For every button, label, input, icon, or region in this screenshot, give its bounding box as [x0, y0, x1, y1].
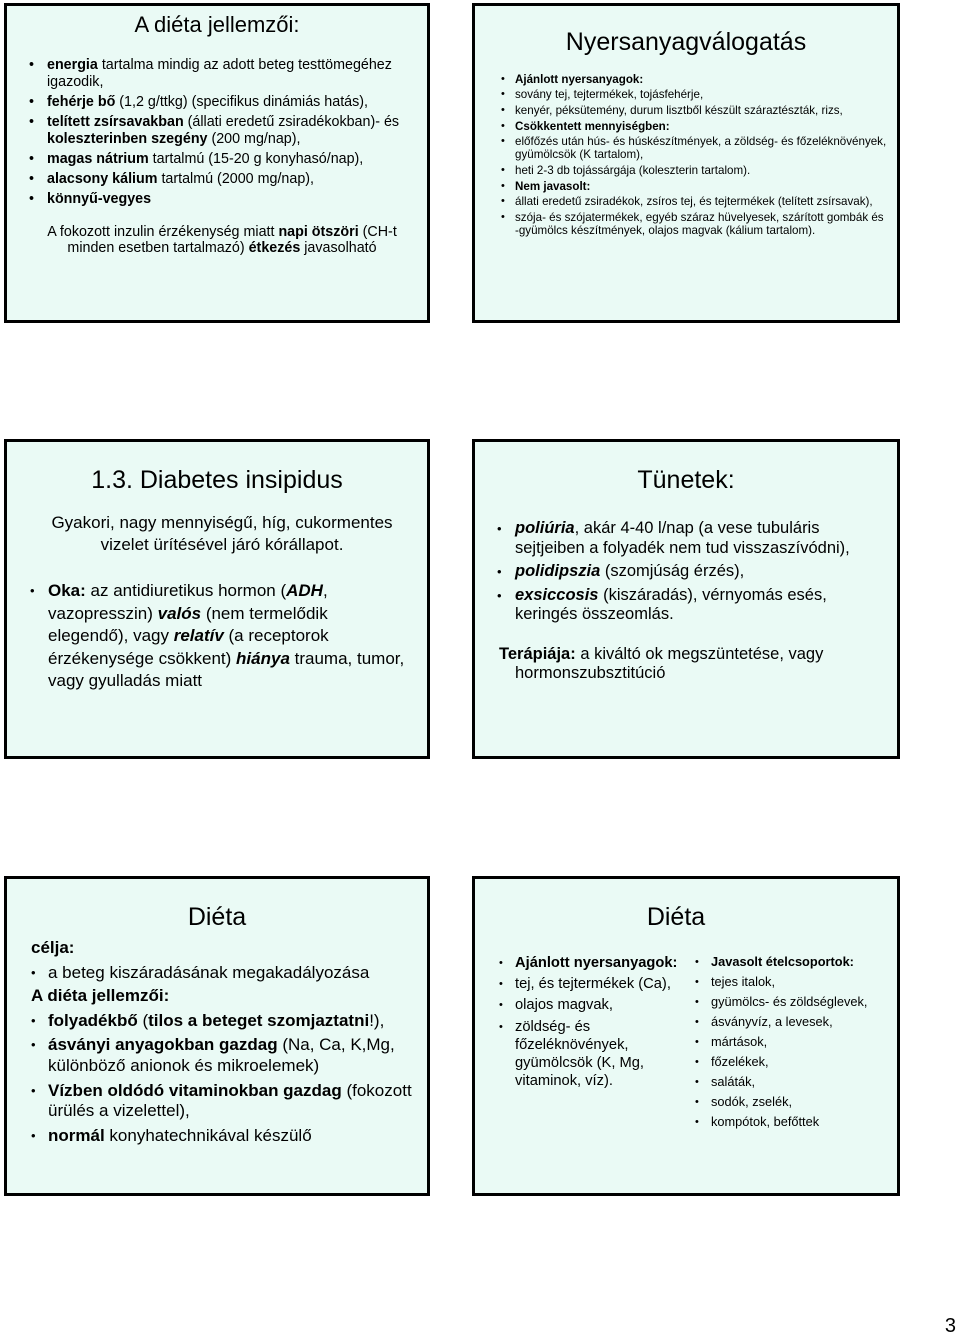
diet-goal-body [31, 938, 415, 1146]
slide-title: Tünetek: [637, 466, 735, 494]
list-heading: • Ajánlott nyersanyagok: [515, 73, 887, 86]
slide-title: Diéta [646, 903, 706, 931]
cause-list [48, 580, 407, 693]
list-item: • saláták, [711, 1074, 896, 1090]
slide-title: 1.3. Diabetes insipidus [91, 466, 343, 494]
meal-note: A fokozott inzulin érzékenység miatt napi ötszöri (CH-t minden esetben tartalmazó) étkezés javasolható [47, 224, 397, 256]
slide-diet-goal [4, 876, 430, 1196]
goal-label: célja: [31, 938, 75, 957]
list-heading: • Javasolt ételcsoportok: [711, 954, 896, 970]
list-item: • heti 2-3 db tojássárgája (koleszterin tartalom). [515, 164, 887, 177]
page-number: 3 [944, 1315, 956, 1337]
list-item: • ásványi anyagokban gazdag (Na, Ca, K,Mg, különböző anionok és mikroelemek) [48, 1035, 415, 1076]
slide-raw-material-selection [472, 3, 900, 323]
list-item: • ásványvíz, a levesek, [711, 1014, 896, 1030]
list-item: • mártások, [711, 1034, 896, 1050]
feature-list [48, 1011, 415, 1147]
slide-title: A diéta jellemzői: [134, 12, 300, 37]
list-item: • alacsony kálium tartalmú (2000 mg/nap), [47, 171, 427, 188]
slide-title: Diéta [187, 903, 247, 931]
list-item: • poliúria, akár 4-40 l/nap (a vese tubuláris sejtjeiben a folyadék nem tud visszaszívódni), [515, 519, 877, 558]
definition-text: Gyakori, nagy mennyiségű, híg, cukormentes vizelet ürítésével járó kórállapot. [51, 513, 393, 554]
list-heading: • Csökkentett mennyiségben: [515, 120, 887, 133]
features-label: A diéta jellemzői: [31, 986, 170, 1006]
list-item: • exsiccosis (kiszáradás), vérnyomás esés, keringés összeomlás. [515, 586, 877, 625]
list-item: • magas nátrium tartalmú (15-20 g konyhasó/nap), [47, 151, 427, 168]
raw-material-list [515, 73, 887, 237]
list-item: • szója- és szójatermékek, egyéb száraz hüvelyesek, szárított gombák és -gyümölcs készítmények, olajos magvak (kálium tartalom). [515, 211, 887, 238]
therapy-text: Terápiája: a kiváltó ok megszüntetése, vagy hormonszubsztitúció [499, 644, 824, 682]
goal-list [48, 963, 415, 984]
list-item: • könnyű-vegyes [47, 191, 427, 208]
slide-title: Nyersanyagválogatás [565, 28, 807, 56]
list-item: • tejes italok, [711, 974, 896, 990]
list-item: • fehérje bő (1,2 g/ttkg) (specifikus dinámiás hatás), [47, 94, 427, 111]
list-item: • telített zsírsavakban (állati eredetű zsiradékokban)- és koleszterinben szegény (200 mg/nap), [47, 114, 427, 148]
list-item: • a beteg kiszáradásának megakadályozása [48, 963, 415, 984]
food-groups-list [711, 954, 896, 1134]
list-item: • sovány tej, tejtermékek, tojásfehérje, [515, 88, 887, 101]
list-item: • sodók, zselék, [711, 1094, 896, 1110]
slide-diet-foods [472, 876, 900, 1196]
list-item: • állati eredetű zsiradékok, zsíros tej, és tejtermékek (telített zsírsavak), [515, 195, 887, 208]
cause-item: • Oka: az antidiuretikus hormon (ADH, vazopresszin) valós (nem termelődik elegendő), vagy relatív (a receptorok érzékenysége csökkent) hiánya trauma, tumor, vagy gyulladás miatt [48, 580, 407, 693]
list-heading: • Ajánlott nyersanyagok: [515, 954, 685, 972]
list-item: • normál konyhatechnikával készülő [48, 1126, 415, 1147]
slide-diabetes-insipidus [4, 439, 430, 759]
list-item: • olajos magvak, [515, 996, 685, 1014]
list-item: • energia tartalma mindig az adott beteg testtömegéhez igazodik, [47, 57, 427, 91]
list-item: • tej, és tejtermékek (Ca), [515, 975, 685, 993]
list-item: • zöldség- és főzeléknövények, gyümölcsök (K, Mg, vitaminok, víz). [515, 1018, 685, 1091]
list-item: • Vízben oldódó vitaminokban gazdag (fokozott ürülés a vizelettel), [48, 1081, 415, 1122]
list-item: • kenyér, péksütemény, durum lisztből készült száraztészták, rizs, [515, 104, 887, 117]
list-item: • folyadékbő (tilos a beteget szomjaztatni!), [48, 1011, 415, 1032]
list-item: • gyümölcs- és zöldséglevek, [711, 994, 896, 1010]
slide-symptoms [472, 439, 900, 759]
list-heading: • Nem javasolt: [515, 180, 887, 193]
list-item: • főzelékek, [711, 1054, 896, 1070]
list-item: • polidipszia (szomjúság érzés), [515, 562, 877, 582]
list-item: • előfőzés után hús- és húskészítmények, a zöldség- és főzeléknövények, gyümölcsök (K tartalom), [515, 135, 887, 162]
symptom-list [515, 519, 877, 625]
slide-diet-features [4, 3, 430, 323]
list-item: • kompótok, befőttek [711, 1114, 896, 1130]
recommended-foods-list [515, 954, 685, 1093]
feature-list [47, 57, 427, 208]
